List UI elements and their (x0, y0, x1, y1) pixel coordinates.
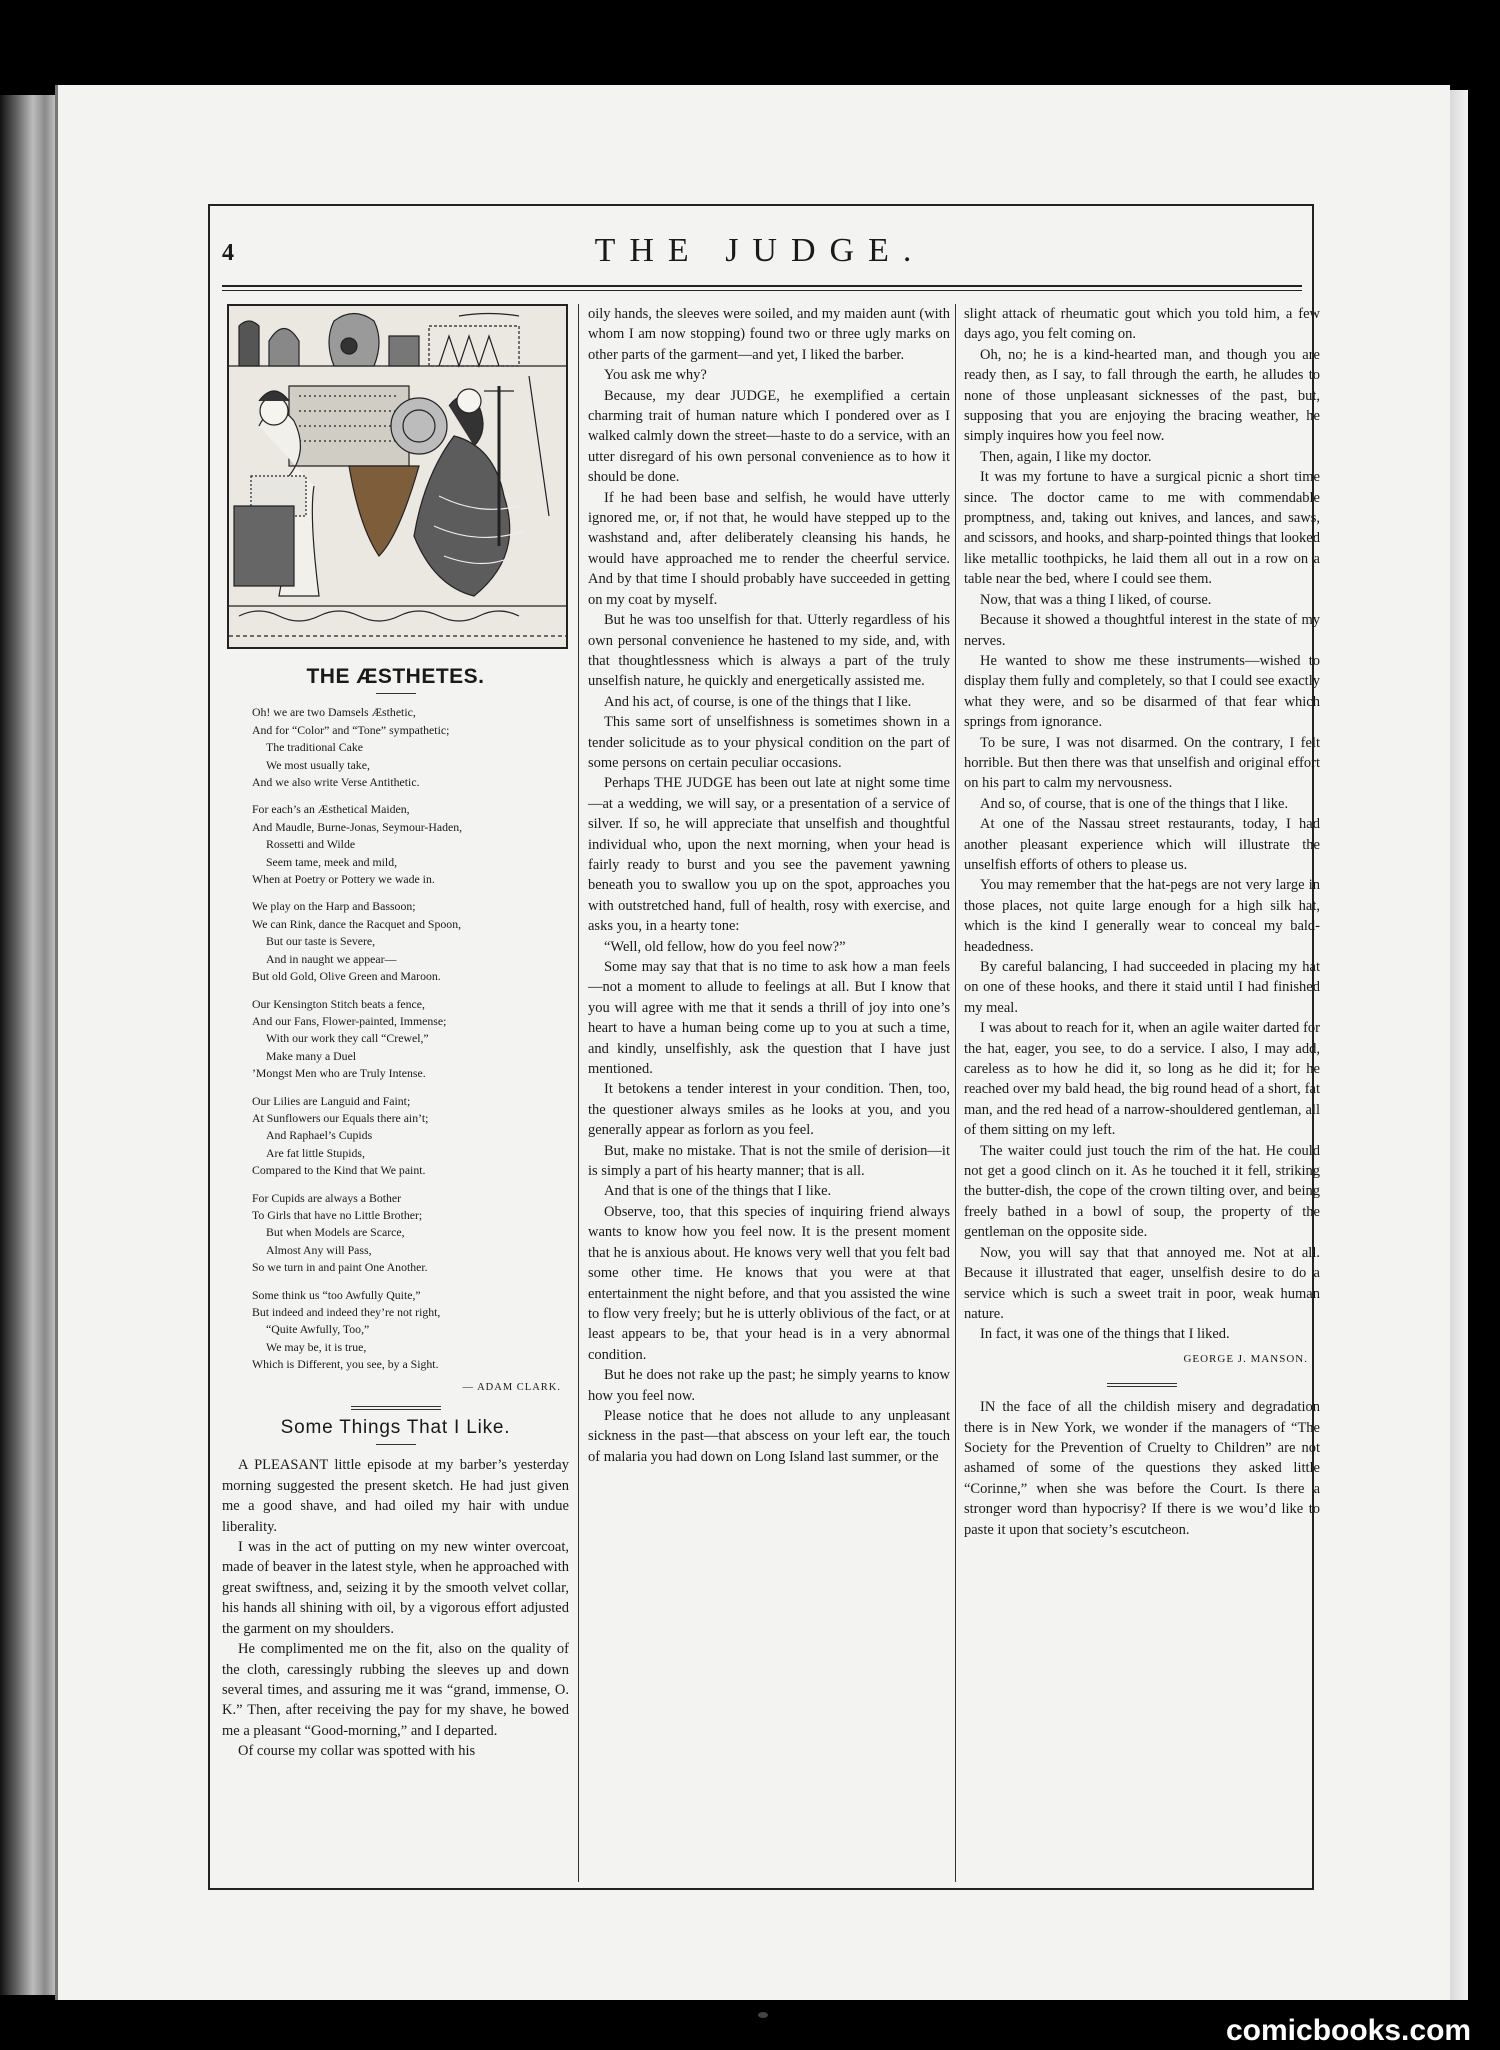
article-paragraph: Because it showed a thoughtful interest in the state of my nerves. (964, 612, 1320, 649)
article-paragraph: The waiter could just touch the rim of the hat. He could not get a good clinch on it. As he touched it it fell, striking the butter-dish, the cope of the crown tilting over, and being freely bathed in a bowl of soup, the property of the gentleman on the opposite side. (964, 1142, 1320, 1241)
article-paragraph: He complimented me on the fit, also on the quality of the cloth, caressingly rubbing the sleeves up and down several times, and assuring me it was “grand, immense, O. K.” Then, after receiving the pay for my shave, he bowed me a pleasant “Good-morning,” and I departed. (222, 1641, 569, 1739)
book-spine-edge (0, 95, 60, 1995)
article-paragraph: A PLEASANT little episode at my barber’s yesterday morning suggested the present sketch. He had just given me a good shave, and had oiled my hair with undue liberality. (222, 1457, 569, 1535)
poem-line: And Raphael’s Cupids (266, 1128, 373, 1143)
article-paragraph: Oh, no; he is a kind-hearted man, and though you are ready then, as I say, to fall through the earth, he alludes to none of those unpleasant sicknesses of the past, but, supposing that you are enjoying the bracing weather, he simply inquires how you feel now. (964, 346, 1320, 445)
poem-line: To Girls that have no Little Brother; (252, 1207, 423, 1222)
poem-stanza (252, 1093, 569, 1180)
article-paragraph: Please notice that he does not allude to any unpleasant sickness in the past—that abscess on your left ear, the touch of malaria you had down on Long Island last summer, or the (588, 1407, 950, 1465)
divider-rule (376, 693, 416, 694)
column-divider (578, 304, 579, 1882)
article-paragraph: To be sure, I was not disarmed. On the contrary, I felt horrible. But then there was that unselfish and original effort on his part to calm my nervousness. (964, 734, 1320, 792)
poem-line: And in naught we appear— (266, 951, 397, 966)
article-paragraph: slight attack of rheumatic gout which you told him, a few days ago, you felt coming on. (964, 306, 1320, 343)
article-paragraph: At one of the Nassau street restaurants, today, I had another pleasant experience which will illustrate the unselfish efforts of others to please us. (964, 816, 1320, 873)
poem-line: Are fat little Stupids, (266, 1145, 365, 1160)
poem-line: At Sunflowers our Equals there ain’t; (252, 1110, 429, 1125)
poem-line: But when Models are Scarce, (266, 1225, 405, 1240)
poem-line: The traditional Cake (266, 740, 363, 755)
poem-line: Rossetti and Wilde (266, 837, 356, 852)
article-title: Some Things That I Like. (280, 1417, 511, 1439)
article-paragraph: Now, you will say that that annoyed me. Not at all. Because it illustrated that eager, unselfish desire to do a service which is such a sweet trait in poor, weak human nature. (964, 1244, 1320, 1322)
article-paragraph: Then, again, I like my doctor. (980, 448, 1152, 465)
article-paragraph: But, make no mistake. That is not the smile of derision—it is simply a part of his hearty manner; that is all. (588, 1142, 950, 1180)
article-author: GEORGE J. MANSON. (1183, 1352, 1308, 1365)
article-paragraph: By careful balancing, I had succeeded in placing my hat on one of these hooks, and there it staid until I had finished my meal. (964, 959, 1320, 1016)
editorial-note: IN the face of all the childish misery and degradation there is in New York, we wonder if the managers of “The Society for the Prevention of Cruelty to Children” are not ashamed of some of the questions they asked little “Corinne,” when she was before the Court. Is there a stronger word than hypocrisy? If there is we wou’d like to paste it upon that society’s escutcheon. (964, 1399, 1320, 1538)
article-paragraph: This same sort of unselfishness is sometimes shown in a tender solicitude as to your physical condition on the part of some persons on certain peculiar occasions. (588, 714, 950, 771)
article-paragraph: He wanted to show me these instruments—wished to display them fully and completely, so that I could see exactly what they were, and so be disarmed of that fear which springs from ignorance. (964, 652, 1320, 731)
scan-mark (758, 2012, 768, 2018)
poem-stanza (252, 801, 569, 888)
article-paragraph: oily hands, the sleeves were soiled, and my maiden aunt (with whom I am now stopping) found two or three ugly marks on other parts of the garment—and yet, I liked the barber. (588, 306, 950, 363)
poem-line: And for “Color” and “Tone” sympathetic; (252, 722, 450, 737)
poem-stanza (252, 1287, 569, 1374)
article-paragraph: I was in the act of putting on my new winter overcoat, made of beaver in the latest style, when he approached with great swiftness, and, seizing it by the smooth velvet collar, his hands all shining with oil, by a vigorous effort adjusted the garment on my shoulders. (222, 1539, 569, 1637)
poem-line: Our Kensington Stitch beats a fence, (252, 996, 425, 1011)
article-paragraph: Because, my dear JUDGE, he exemplified a certain charming trait of human nature which I pondered over as I walked calmly down the street—haste to do a service, with an utter disregard of his own personal convenience as to how it should be done. (588, 387, 950, 486)
poem-signature: — ADAM CLARK. (462, 1381, 561, 1393)
aesthetes-illustration (227, 304, 568, 649)
section-divider (1107, 1383, 1177, 1387)
poem-line: “Quite Awfully, Too,” (266, 1322, 370, 1337)
section-divider (351, 1406, 441, 1410)
article-paragraph: And his act, of course, is one of the things that I like. (604, 693, 912, 710)
column-2 (588, 304, 950, 1467)
article-paragraph: You ask me why? (604, 367, 707, 384)
poem-line: And we also write Verse Antithetic. (252, 775, 420, 790)
article-paragraph: You may remember that the hat-pegs are not very large in those places, not quite large enough for a high silk hat, which is the kind I generally wear to conceal my bald-headedness. (964, 877, 1320, 955)
poem-line: So we turn in and paint One Another. (252, 1260, 428, 1275)
site-watermark: comicbooks.com (1226, 2014, 1472, 2047)
poem-line: Seem tame, meek and mild, (266, 854, 398, 869)
poem-line: But our taste is Severe, (266, 934, 376, 949)
poem-line: We play on the Harp and Bassoon; (252, 899, 416, 914)
divider-rule (376, 1444, 416, 1445)
article-paragraph: Observe, too, that this species of inquiring friend always wants to know how you feel now. It is the present moment that he is anxious about. He knows very well that you felt bad some other time. He knows that you were at that entertainment the night before, and that you assisted the wine to flow very freely; but he is utterly oblivious of the fact, or at least appears to be, that your head is in a very abnormal condition. (588, 1203, 950, 1363)
article-paragraph: It was my fortune to have a surgical picnic a short time since. The doctor came to me with commendable promptness, and, taking out knives, and lances, and saws, and scissors, and hooks, and sharp-pointed things that looked like metallic toothpicks, he laid them all out in a row on a table near the bed, where I could see them. (964, 469, 1320, 588)
poem-line: Our Lilies are Languid and Faint; (252, 1093, 411, 1108)
article-paragraph: Now, that was a thing I liked, of course. (980, 591, 1212, 608)
article-paragraph: I was about to reach for it, when an agile waiter darted for the hat, eager, you see, to do a service. I also, I may add, careless as to how he did it, so long as he did it; for he reached over my bald head, the big round head of a short, fat man, and the red head of a narrow-shouldered gentleman, all of them sitting on my left. (964, 1020, 1320, 1139)
article-paragraph: In fact, it was one of the things that I liked. (980, 1326, 1230, 1343)
column-1 (222, 304, 569, 1762)
poem-line: With our work they call “Crewel,” (266, 1031, 429, 1046)
column-3 (964, 304, 1320, 1540)
poem-title: THE ÆSTHETES. (306, 665, 485, 688)
poem-stanza (252, 704, 569, 791)
article-paragraph: Of course my collar was spotted with his (238, 1743, 476, 1760)
poem-line: Make many a Duel (266, 1048, 357, 1063)
masthead-rule (222, 285, 1302, 287)
next-page-edge (1450, 90, 1468, 2000)
poem-line: But old Gold, Olive Green and Maroon. (252, 969, 441, 984)
poem-line: We may be, it is true, (266, 1339, 367, 1354)
poem-line: For Cupids are always a Bother (252, 1190, 402, 1205)
poem-line: Almost Any will Pass, (266, 1242, 372, 1257)
poem-line: Which is Different, you see, by a Sight. (252, 1357, 439, 1372)
poem-line: Compared to the Kind that We paint. (252, 1163, 426, 1178)
poem-line: ’Mongst Men who are Truly Intense. (252, 1066, 426, 1081)
poem-line: We can Rink, dance the Racquet and Spoon, (252, 916, 462, 931)
article-paragraph: Some may say that that is no time to ask how a man feels—not a moment to allude to feelings at all. But I know that you will agree with me that it sends a thrill of joy into one’s heart to have a human being come up to you at such a time, and kindly, unselfishly, ask the question that I have just mentioned. (588, 959, 950, 1078)
article-paragraph: And that is one of the things that I like. (604, 1183, 832, 1200)
poem-stanza (252, 996, 569, 1083)
poem-line: Oh! we are two Damsels Æsthetic, (252, 705, 416, 720)
poem-stanza (252, 1190, 569, 1277)
article-paragraph: But he was too unselfish for that. Utterly regardless of his own personal convenience he hastened to my side, and, with that thoughtlessness which is always a part of the truly unselfish nature, he quickly and energetically assisted me. (588, 612, 950, 690)
poem-line: And our Fans, Flower-painted, Immense; (252, 1013, 447, 1028)
article-paragraph: It betokens a tender interest in your condition. Then, too, the questioner always smiles as he looks at you, and you generally appear as forlorn as you feel. (588, 1081, 950, 1139)
poem-line: For each’s an Æsthetical Maiden, (252, 802, 410, 817)
poem-line: When at Poetry or Pottery we wade in. (252, 872, 435, 887)
article-paragraph: And so, of course, that is one of the things that I like. (980, 795, 1289, 812)
column-divider (955, 304, 956, 1882)
article-paragraph: Perhaps THE JUDGE has been out late at night some time—at a wedding, we will say, or a presentation of a service of silver. If so, he will appreciate that unselfish and thoughtful individual who, upon the next morning, when your head is fairly ready to burst and you see the pavement yawning beneath you to swallow you up on the spot, approaches you with outstretched hand, full of health, rosy with exercise, and asks you, in a hearty tone: (588, 775, 950, 935)
poem-line: And Maudle, Burne-Jonas, Seymour-Haden, (252, 819, 463, 834)
masthead-rule-thin (222, 290, 1302, 291)
page-number: 4 (222, 240, 234, 266)
poem-stanza (252, 898, 569, 985)
poem-line: But indeed and indeed they’re not right, (252, 1305, 441, 1319)
article-paragraph: But he does not rake up the past; he simply yearns to know how you feel now. (588, 1367, 950, 1404)
article-paragraph: If he had been base and selfish, he would have utterly ignored me, or, if not that, he would have stepped up to the washstand and, after deliberately cleansing his hands, he would have approached me to render the cheerful service. And by that time I should probably have succeeded in getting on my coat by myself. (588, 489, 950, 608)
poem-line: We most usually take, (266, 757, 370, 772)
masthead-title: THE JUDGE. (594, 232, 926, 269)
article-paragraph: “Well, old fellow, how do you feel now?” (604, 938, 846, 955)
poem-line: Some think us “too Awfully Quite,” (252, 1287, 421, 1302)
